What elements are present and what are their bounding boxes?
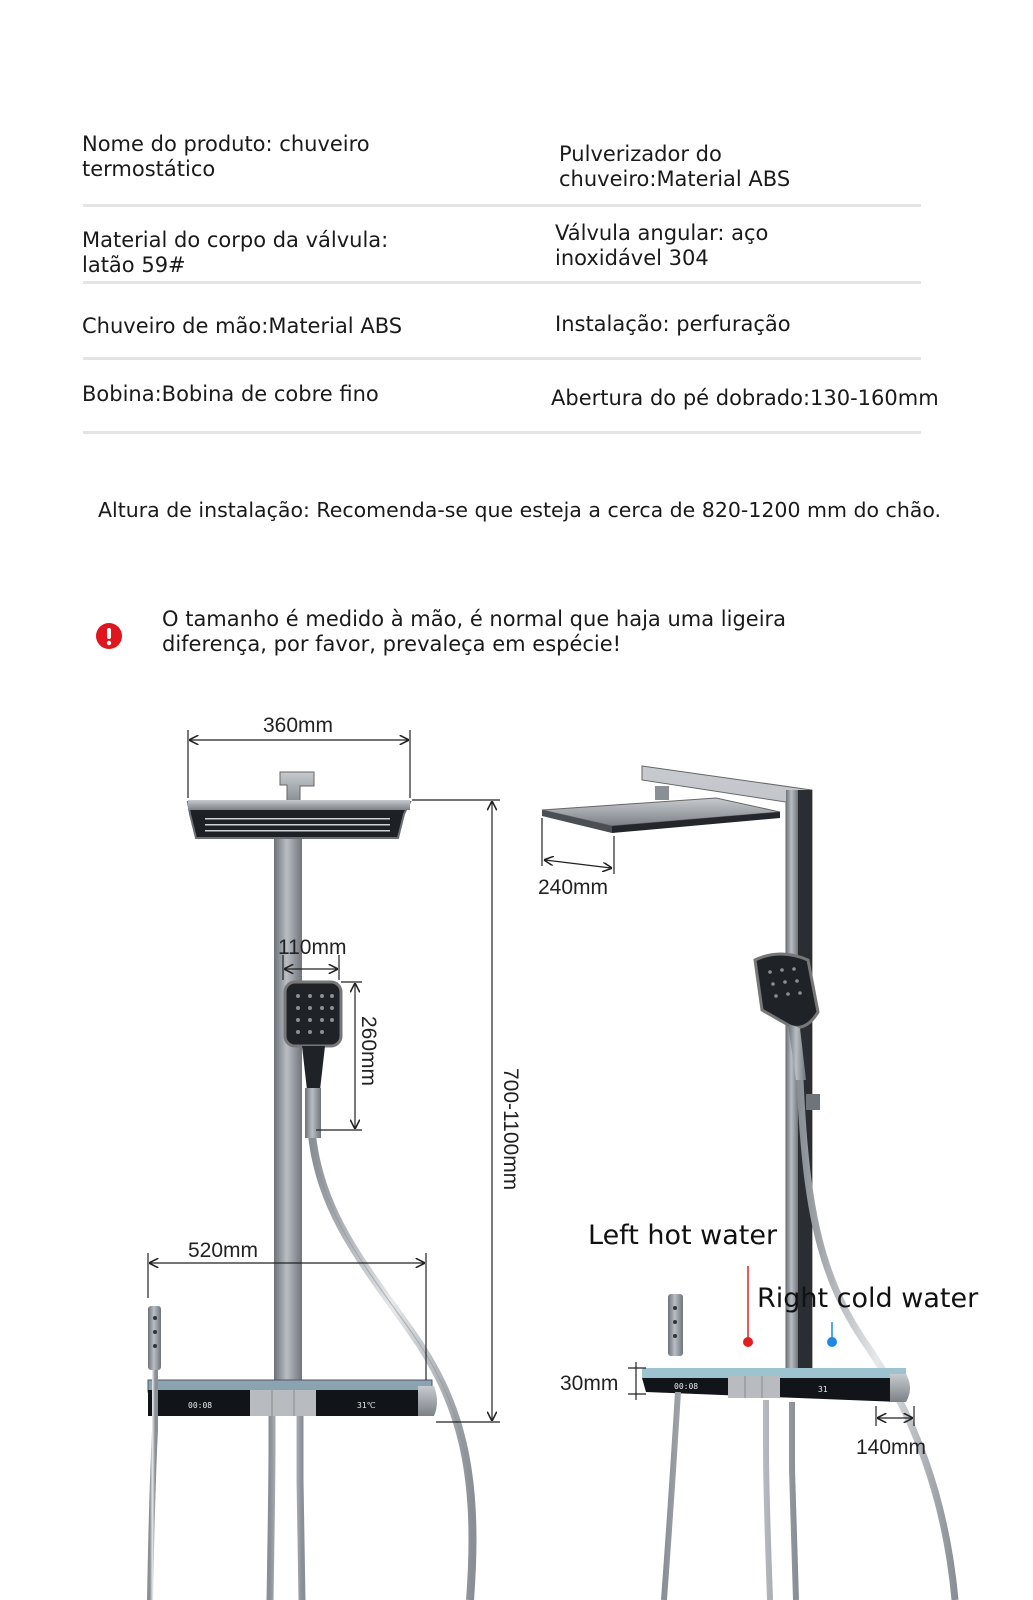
dim-shelf-width: 520mm bbox=[188, 1239, 259, 1262]
spec-installation bbox=[555, 312, 791, 337]
spec-text: Chuveiro de mão:Material ABS bbox=[82, 314, 403, 338]
side-display-time: 00:08 bbox=[674, 1382, 699, 1391]
cold-water-label: Right cold water bbox=[757, 1283, 979, 1314]
spec-sprayer bbox=[559, 142, 790, 192]
divider bbox=[83, 281, 921, 284]
spec-text: latão 59# bbox=[82, 253, 186, 277]
install-height-note: Altura de instalação: Recomenda-se que esteja a cerca de 820-1200 mm do chão. bbox=[98, 498, 942, 522]
spec-product-name bbox=[82, 132, 370, 182]
front-handheld-handle bbox=[302, 1046, 325, 1090]
front-hose bbox=[312, 1135, 473, 1600]
spec-text: Bobina:Bobina de cobre fino bbox=[82, 382, 379, 406]
spec-angle-valve bbox=[555, 221, 768, 271]
notice-line: O tamanho é medido à mão, é normal que haja uma ligeira bbox=[162, 607, 787, 631]
notice-text bbox=[162, 607, 786, 657]
dim-head-depth: 240mm bbox=[538, 876, 609, 899]
dim-total-height: 700-1100mm bbox=[499, 1068, 522, 1191]
notice-line: diferença, por favor, prevaleça em espécie! bbox=[162, 632, 622, 656]
front-display-temp: 31℃ bbox=[357, 1401, 376, 1410]
spec-handheld bbox=[82, 314, 402, 339]
side-spray-knob bbox=[668, 1294, 683, 1356]
front-bottom-pipes bbox=[270, 1416, 302, 1600]
cold-water-indicator bbox=[827, 1337, 837, 1347]
spec-text: Pulverizador do bbox=[559, 142, 722, 166]
spec-text: Material do corpo da válvula: bbox=[82, 228, 389, 252]
spec-text: termostático bbox=[82, 157, 216, 181]
spec-foot-opening bbox=[551, 386, 939, 411]
front-view bbox=[148, 714, 522, 1600]
front-handheld-head bbox=[285, 982, 341, 1046]
side-bottom-pipes bbox=[664, 1392, 796, 1600]
spec-text: Instalação: perfuração bbox=[555, 312, 791, 336]
dim-handheld-height: 260mm bbox=[357, 1016, 380, 1087]
front-riser bbox=[274, 818, 302, 1388]
divider bbox=[83, 357, 921, 360]
front-spray-knob bbox=[148, 1306, 161, 1370]
divider bbox=[83, 431, 921, 434]
spec-text: Abertura do pé dobrado:130-160mm bbox=[551, 386, 939, 410]
dim-handheld-width: 110mm bbox=[278, 936, 347, 959]
dim-700-1100 bbox=[412, 800, 500, 1422]
exclamation-circle-icon bbox=[95, 622, 123, 650]
side-handheld-head bbox=[755, 954, 818, 1027]
shower-dimension-diagram bbox=[0, 690, 1033, 1600]
dim-outlet-spacing: 140mm bbox=[856, 1436, 927, 1459]
spec-text: Válvula angular: aço bbox=[555, 221, 769, 245]
side-hose bbox=[800, 1080, 955, 1600]
divider bbox=[83, 204, 921, 207]
dim-shelf-height: 30mm bbox=[560, 1372, 619, 1395]
spec-coil bbox=[82, 382, 379, 407]
side-view bbox=[538, 766, 979, 1600]
dim-head-width: 360mm bbox=[263, 714, 334, 737]
hot-water-indicator bbox=[743, 1337, 753, 1347]
side-display-temp: 31 bbox=[818, 1385, 828, 1394]
hot-water-label: Left hot water bbox=[588, 1220, 778, 1251]
front-display-time: 00:08 bbox=[188, 1401, 213, 1410]
spec-text: inoxidável 304 bbox=[555, 246, 709, 270]
spec-valve-body bbox=[82, 228, 388, 278]
side-holder bbox=[806, 1094, 820, 1110]
spec-text: Nome do produto: chuveiro bbox=[82, 132, 370, 156]
spec-text: chuveiro:Material ABS bbox=[559, 167, 791, 191]
